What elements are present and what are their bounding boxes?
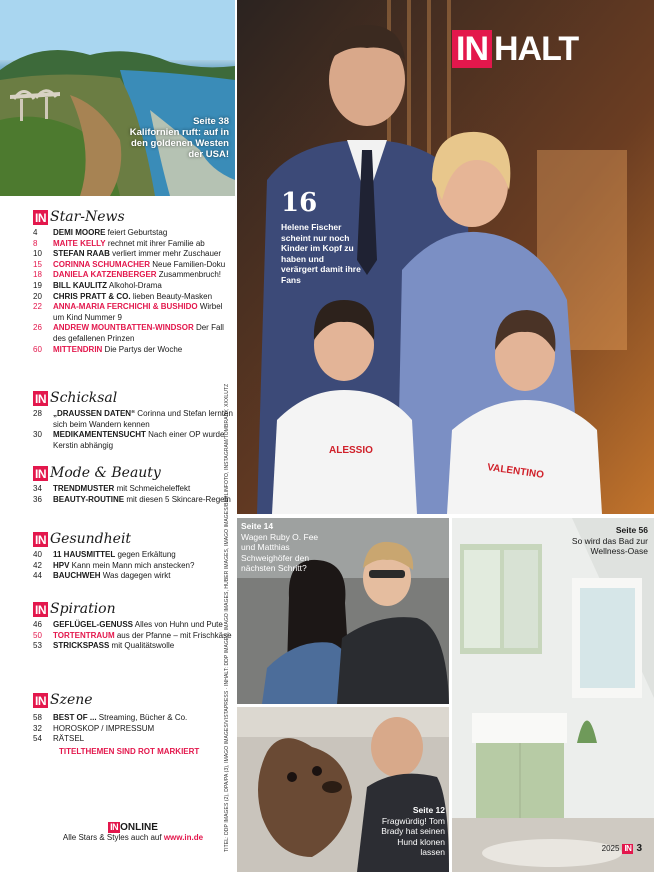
ruby-photo	[237, 518, 449, 704]
section-title: Schicksal	[50, 390, 118, 406]
california-photo	[0, 0, 235, 196]
brady-caption: Seite 12 Fragwürdig! Tom Brady hat seinen Hund klonen lassen	[381, 805, 445, 857]
inhalt-logo	[452, 30, 578, 68]
toc-entry[interactable]: 22 ANNA-MARIA FERCHICHI & BUSHIDO Wirbel um Kind Nummer 9	[33, 302, 223, 322]
toc-entry[interactable]: 18 DANIELA KATZENBERGER Zusammenbruch!	[33, 270, 222, 280]
section-in-logo: IN	[35, 392, 46, 406]
section-in-logo: IN	[35, 533, 46, 547]
online-promo[interactable]: IN ONLINE Alle Stars & Styles auch auf www.in.de	[58, 822, 208, 842]
footer-in-logo: IN	[624, 843, 632, 853]
section-gesundheit	[33, 527, 233, 582]
toc-entry[interactable]: 46 GEFLÜGEL-GENUSS Alles von Huhn und Pute	[33, 620, 223, 629]
bath-caption: Seite 56 So wird das Bad zur Wellness-Oase	[571, 525, 648, 556]
toc-entry[interactable]: 26 ANDREW MOUNTBATTEN-WINDSOR Der Fall des gefallenen Prinzen	[33, 323, 224, 343]
toc-entry[interactable]: 36 BEAUTY-ROUTINE mit diesen 5 Skincare-Regeln	[33, 494, 231, 504]
footer-year: 2025	[601, 844, 620, 853]
red-topics-note: TITELTHEMEN SIND ROT MARKIERT	[59, 747, 200, 756]
shirt-text-alessio: ALESSIO	[329, 445, 373, 456]
toc-entry[interactable]: 28 „DRAUSSEN DATEN“ Corinna und Stefan lernten sich beim Wandern kennen	[33, 409, 233, 429]
california-illustration	[0, 0, 235, 196]
toc-entry[interactable]: 34 TRENDMUSTER mit Schmeicheleffekt	[33, 484, 191, 493]
california-text: Kalifornien ruft: auf in den goldenen Westen der USA!	[129, 127, 229, 160]
toc-entry[interactable]: 44 BAUCHWEH Was dagegen wirkt	[33, 571, 171, 581]
toc-entry[interactable]: 54 RÄTSEL	[33, 734, 85, 744]
section-szene	[33, 688, 233, 745]
page-footer	[602, 843, 642, 854]
main-caption: Helene Fischer scheint nur noch Kinder im Kopf zu haben und verärgert damit ihre Fans	[281, 222, 361, 285]
ruby-caption: Seite 14 Wagen Ruby O. Fee und Matthias Schweighöfer den nächsten Schritt?	[241, 521, 319, 573]
toc-entry[interactable]: 10 STEFAN RAAB verliert immer mehr Zuschauer	[33, 249, 222, 259]
section-star-news	[33, 205, 233, 355]
photo-credit: TITEL: DDP IMAGES (2), DPA/PA (3), IMAGO IMAGES/VISTAPRESS · INHALT: DDP IMAGES, IMAGO IMAGES, HUBER IMAGES, IMAGO IMAGES/BERLINFOTO, INSTAGRAM/TOMBRADY, XXXLUTZ	[224, 383, 230, 852]
section-in-logo: IN	[35, 603, 46, 617]
toc-entry[interactable]: 30 MEDIKAMENTENSUCHT Nach einer OP wurde Kerstin abhängig	[33, 430, 225, 450]
section-title: Szene	[50, 692, 93, 708]
toc-entry[interactable]: 50 TORTENTRAUM aus der Pfanne – mit Frischkäse	[33, 630, 232, 640]
section-in-logo: IN	[35, 467, 46, 481]
main-page-number: 16	[281, 188, 318, 218]
toc-entry[interactable]: 20 CHRIS PRATT & CO. lieben Beauty-Masken	[33, 291, 213, 301]
bath-illustration	[452, 518, 654, 872]
page-number: 3	[636, 843, 642, 854]
in-online-logo: IN ONLINE	[110, 822, 158, 833]
section-title: Mode & Beauty	[50, 465, 161, 481]
brady-photo	[237, 707, 449, 872]
toc-entry[interactable]: 32 HOROSKOP / IMPRESSUM	[33, 723, 155, 733]
toc-entry[interactable]: 15 CORINNA SCHUMACHER Neue Familien-Doku	[33, 259, 226, 269]
section-in-logo: IN	[35, 211, 46, 225]
bath-photo	[452, 518, 654, 872]
toc-entry[interactable]: 42 HPV Kann mein Mann mich anstecken?	[33, 560, 195, 570]
section-in-logo: IN	[35, 694, 46, 708]
toc-entry[interactable]: 19 BILL KAULITZ Alkohol-Drama	[33, 280, 162, 290]
shirt-text-valentino: VALENTINO	[486, 462, 545, 481]
toc-entry[interactable]: 8 MAITE KELLY rechnet mit ihrer Familie ab	[33, 238, 205, 248]
section-spiration	[33, 597, 233, 652]
halt-text: HALT	[494, 30, 579, 68]
website-link[interactable]: www.in.de	[163, 833, 204, 842]
section-title: Spiration	[50, 601, 116, 617]
section-title: Gesundheit	[50, 531, 132, 547]
toc-entry[interactable]: 40 11 HAUSMITTEL gegen Erkältung	[33, 550, 176, 559]
in-logo: IN	[452, 30, 492, 68]
toc-entry[interactable]: 60 MITTENDRIN Die Partys der Woche	[33, 344, 183, 354]
toc-entry[interactable]: 4 DEMI MOORE feiert Geburtstag	[33, 228, 168, 237]
section-schicksal	[33, 386, 233, 451]
section-mode-beauty	[33, 461, 233, 505]
california-caption	[119, 116, 229, 160]
toc-entry[interactable]: 58 BEST OF ... Streaming, Bücher & Co.	[33, 713, 188, 722]
toc-entry[interactable]: 53 STRICKSPASS mit Qualitätswolle	[33, 641, 175, 651]
section-title: Star-News	[50, 209, 125, 225]
california-page: Seite 38	[193, 116, 229, 127]
